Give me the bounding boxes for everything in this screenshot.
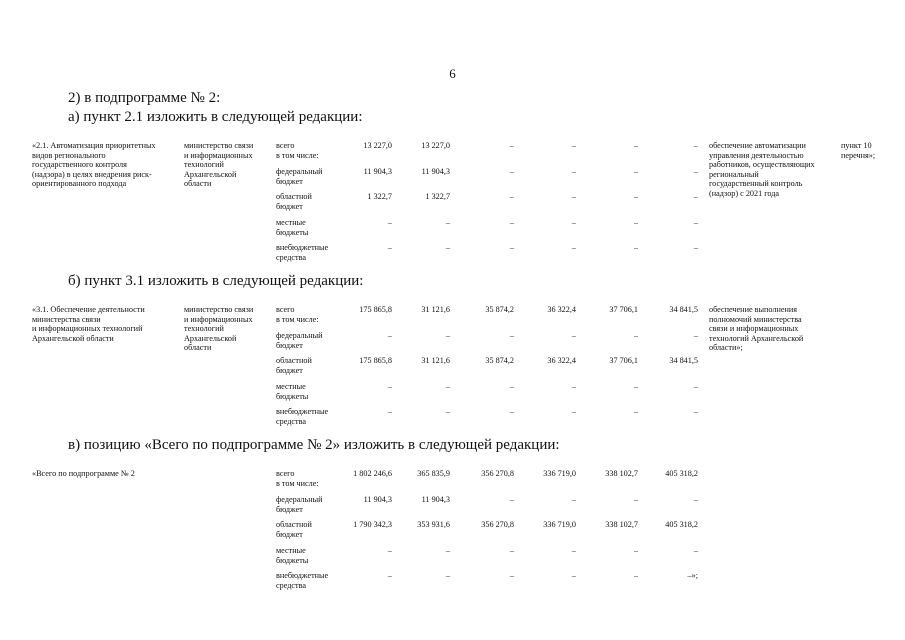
funding-source-line: областной <box>276 192 312 201</box>
funding-source-line: внебюджетные <box>276 243 329 252</box>
funding-source-line: бюджет <box>276 201 303 211</box>
amount-cell: 1 790 342,3 <box>353 520 392 529</box>
amount-cell: 37 706,1 <box>609 356 638 365</box>
amount-cell: 31 121,6 <box>421 356 450 365</box>
amount-cell: – <box>633 243 638 252</box>
amount-cell: 1 322,7 <box>367 192 392 201</box>
executor <box>184 141 253 189</box>
amount-cell: –»; <box>687 571 698 580</box>
amount-cell: – <box>693 218 698 227</box>
amount-cell: – <box>693 407 698 416</box>
funding-source-line: в том числе: <box>276 314 319 324</box>
amount-cell: – <box>509 141 514 150</box>
amount-cell: – <box>387 382 392 391</box>
amount-cell: – <box>633 382 638 391</box>
executor-line: технологий <box>184 324 224 334</box>
heading-item-2-1: а) пункт 2.1 изложить в следующей редакции: <box>68 109 363 125</box>
funding-source <box>276 571 328 590</box>
amount-cell: 405 318,2 <box>665 520 698 529</box>
measure-title-line: «3.1. Обеспечение деятельности <box>32 305 145 314</box>
expected-result-line: технологий Архангельской <box>709 333 804 343</box>
amount-cell: 31 121,6 <box>421 305 450 314</box>
amount-cell: 36 322,4 <box>547 305 576 314</box>
amount-cell: – <box>387 407 392 416</box>
funding-source-line: в том числе: <box>276 478 319 488</box>
expected-result-line: обеспечение автоматизации <box>709 141 806 150</box>
amount-cell: – <box>633 141 638 150</box>
funding-source-line: средства <box>276 580 307 590</box>
funding-source <box>276 218 308 237</box>
amount-cell: – <box>571 382 576 391</box>
measure-title <box>32 305 145 343</box>
amount-cell: – <box>445 331 450 340</box>
funding-source <box>276 356 312 375</box>
funding-source-line: бюджеты <box>276 227 309 237</box>
funding-source-line: местные <box>276 218 306 227</box>
amount-cell: 35 874,2 <box>485 356 514 365</box>
amount-cell: – <box>445 243 450 252</box>
expected-result <box>709 141 815 199</box>
executor-line: области <box>184 179 212 189</box>
amount-cell: 1 322,7 <box>425 192 450 201</box>
expected-result-line: управления деятельностью <box>709 150 804 160</box>
amount-cell: – <box>571 243 576 252</box>
amount-cell: 365 835,9 <box>417 469 450 478</box>
amount-cell: – <box>387 243 392 252</box>
executor-line: и информационных <box>184 314 253 324</box>
funding-source <box>276 167 323 186</box>
expected-result-line: обеспечение выполнения <box>709 305 797 314</box>
reference <box>841 141 875 160</box>
funding-source-line: всего <box>276 305 295 314</box>
amount-cell: – <box>693 546 698 555</box>
amount-cell: – <box>571 571 576 580</box>
amount-cell: – <box>633 407 638 416</box>
reference-line: перечня»; <box>841 150 876 160</box>
funding-source <box>276 331 323 350</box>
amount-cell: – <box>445 571 450 580</box>
amount-cell: – <box>693 382 698 391</box>
measure-title-line: «2.1. Автоматизация приоритетных <box>32 141 156 150</box>
funding-source <box>276 192 312 211</box>
amount-cell: 13 227,0 <box>421 141 450 150</box>
amount-cell: – <box>509 192 514 201</box>
amount-cell: – <box>633 192 638 201</box>
expected-result <box>709 305 803 353</box>
measure-title-line: «Всего по подпрограмме № 2 <box>32 469 135 478</box>
funding-source-line: средства <box>276 416 307 426</box>
amount-cell: – <box>509 407 514 416</box>
amount-cell: – <box>693 192 698 201</box>
funding-source-line: в том числе: <box>276 150 319 160</box>
amount-cell: – <box>445 382 450 391</box>
funding-source <box>276 141 319 160</box>
amount-cell: – <box>445 218 450 227</box>
funding-source-line: средства <box>276 252 307 262</box>
page-number: 6 <box>449 66 456 81</box>
amount-cell: – <box>571 218 576 227</box>
funding-source <box>276 382 308 401</box>
amount-cell: 34 841,5 <box>669 305 698 314</box>
amount-cell: – <box>571 407 576 416</box>
measure-title-line: (надзора) в целях внедрения риск- <box>32 169 152 179</box>
amount-cell: – <box>387 218 392 227</box>
executor-line: области <box>184 343 212 353</box>
amount-cell: 34 841,5 <box>669 356 698 365</box>
funding-source-line: внебюджетные <box>276 571 329 580</box>
funding-source-line: бюджет <box>276 365 303 375</box>
amount-cell: – <box>509 218 514 227</box>
executor-line: Архангельской <box>184 333 237 343</box>
amount-cell: 11 904,3 <box>421 495 450 504</box>
expected-result-line: полномочий министерства <box>709 314 802 324</box>
expected-result-line: региональный <box>709 169 759 179</box>
heading-total: в) позицию «Всего по подпрограмме № 2» изложить в следующей редакции: <box>68 437 560 453</box>
measure-title-line: министерства связи <box>32 314 101 324</box>
measure-title-line: государственного контроля <box>32 160 127 170</box>
executor-line: и информационных <box>184 150 253 160</box>
measure-title-line: и информационных технологий <box>32 324 143 334</box>
amount-cell: 11 904,3 <box>421 167 450 176</box>
amount-cell: – <box>633 331 638 340</box>
amount-cell: 338 102,7 <box>605 520 638 529</box>
expected-result-line: связи и информационных <box>709 324 799 334</box>
funding-source-line: федеральный <box>276 167 323 176</box>
amount-cell: – <box>571 192 576 201</box>
amount-cell: – <box>571 495 576 504</box>
amount-cell: 356 270,8 <box>481 469 514 478</box>
reference-line: пункт 10 <box>841 141 872 150</box>
heading-item-3-1: б) пункт 3.1 изложить в следующей редакции: <box>68 273 364 289</box>
funding-source-line: местные <box>276 382 306 391</box>
amount-cell: 356 270,8 <box>481 520 514 529</box>
expected-result-line: области»; <box>709 343 743 353</box>
funding-source <box>276 495 323 514</box>
amount-cell: – <box>633 546 638 555</box>
amount-cell: – <box>509 546 514 555</box>
funding-source-line: всего <box>276 141 295 150</box>
amount-cell: – <box>509 331 514 340</box>
funding-source <box>276 243 328 262</box>
amount-cell: 11 904,3 <box>363 167 392 176</box>
amount-cell: – <box>571 331 576 340</box>
expected-result-line: (надзор) с 2021 года <box>709 188 780 198</box>
measure-title <box>32 469 135 479</box>
funding-source-line: бюджеты <box>276 555 309 565</box>
amount-cell: – <box>445 546 450 555</box>
amount-cell: 37 706,1 <box>609 305 638 314</box>
amount-cell: – <box>571 141 576 150</box>
amount-cell: – <box>633 218 638 227</box>
amount-cell: – <box>387 571 392 580</box>
funding-source-line: бюджет <box>276 176 303 186</box>
amount-cell: – <box>693 167 698 176</box>
funding-source-line: федеральный <box>276 331 323 340</box>
funding-source-line: бюджет <box>276 340 303 350</box>
funding-source-line: областной <box>276 356 312 365</box>
funding-source-line: местные <box>276 546 306 555</box>
amount-cell: – <box>509 167 514 176</box>
funding-source-line: бюджет <box>276 504 303 514</box>
funding-source-line: внебюджетные <box>276 407 329 416</box>
amount-cell: 13 227,0 <box>363 141 392 150</box>
amount-cell: – <box>387 546 392 555</box>
expected-result-line: работников, осуществляющих <box>709 160 815 170</box>
funding-source <box>276 305 319 324</box>
amount-cell: 353 931,6 <box>417 520 450 529</box>
funding-source <box>276 520 312 539</box>
funding-source <box>276 546 308 565</box>
amount-cell: – <box>633 571 638 580</box>
funding-source-line: федеральный <box>276 495 323 504</box>
funding-source <box>276 469 319 488</box>
amount-cell: – <box>509 571 514 580</box>
funding-source-line: бюджеты <box>276 391 309 401</box>
amount-cell: 336 719,0 <box>543 520 576 529</box>
funding-source <box>276 407 328 426</box>
measure-title <box>32 141 156 189</box>
executor <box>184 305 253 353</box>
amount-cell: – <box>509 243 514 252</box>
executor-line: Архангельской <box>184 169 237 179</box>
amount-cell: 35 874,2 <box>485 305 514 314</box>
amount-cell: 405 318,2 <box>665 469 698 478</box>
amount-cell: 336 719,0 <box>543 469 576 478</box>
amount-cell: – <box>509 382 514 391</box>
amount-cell: – <box>445 407 450 416</box>
amount-cell: 175 865,8 <box>359 305 392 314</box>
amount-cell: – <box>509 495 514 504</box>
amount-cell: 11 904,3 <box>363 495 392 504</box>
heading-subprogram: 2) в подпрограмме № 2: <box>68 90 221 106</box>
amount-cell: – <box>633 495 638 504</box>
measure-title-line: видов регионального <box>32 150 106 160</box>
executor-line: министерство связи <box>184 141 254 150</box>
measure-title-line: Архангельской области <box>32 333 114 343</box>
amount-cell: – <box>693 141 698 150</box>
executor-line: министерство связи <box>184 305 254 314</box>
amount-cell: 1 802 246,6 <box>353 469 392 478</box>
funding-source-line: областной <box>276 520 312 529</box>
executor-line: технологий <box>184 160 224 170</box>
amount-cell: – <box>571 167 576 176</box>
amount-cell: – <box>693 495 698 504</box>
amount-cell: 36 322,4 <box>547 356 576 365</box>
amount-cell: – <box>633 167 638 176</box>
amount-cell: – <box>693 331 698 340</box>
measure-title-line: ориентированного подхода <box>32 179 127 189</box>
amount-cell: – <box>693 243 698 252</box>
expected-result-line: государственный контроль <box>709 179 803 189</box>
funding-source-line: всего <box>276 469 295 478</box>
amount-cell: – <box>387 331 392 340</box>
amount-cell: – <box>571 546 576 555</box>
amount-cell: 175 865,8 <box>359 356 392 365</box>
funding-source-line: бюджет <box>276 529 303 539</box>
amount-cell: 338 102,7 <box>605 469 638 478</box>
